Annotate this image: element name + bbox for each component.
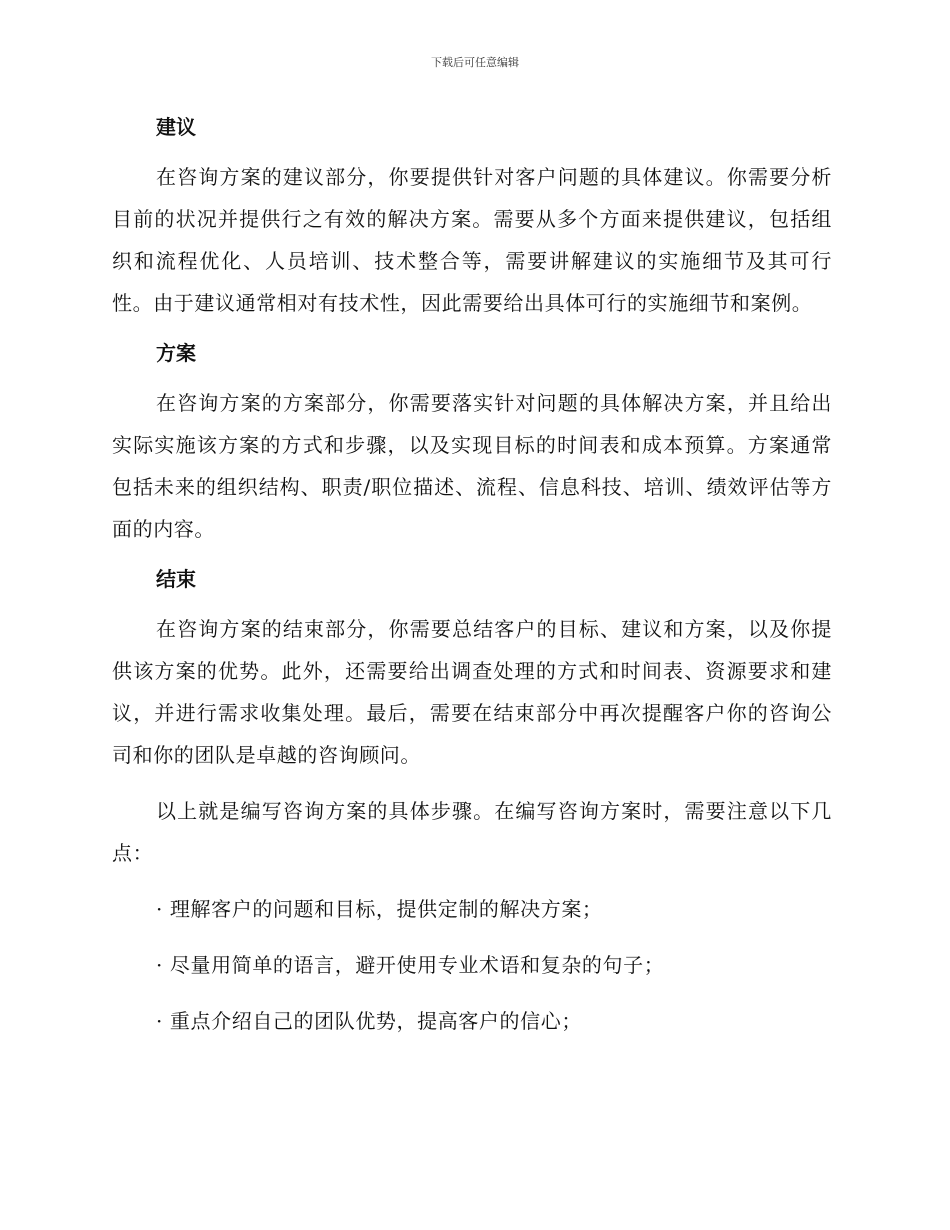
bullet-item: · 理解客户的问题和目标，提供定制的解决方案；: [156, 897, 603, 921]
header-note: 下载后可任意编辑: [431, 56, 519, 69]
section-heading-suggestions: 建议: [156, 115, 196, 139]
bullet-item: · 尽量用简单的语言，避开使用专业术语和复杂的句子；: [156, 953, 665, 977]
section-paragraph-conclusion: 在咨询方案的结束部分，你需要总结客户的目标、建议和方案，以及你提供该方案的优势。此外，还需要给出调查处理的方式和时间表、资源要求和建议，并进行需求收集处理。最后，需要在结束部分中再次提醒客户你的咨询公司和你的团队是卓越的咨询顾问。: [112, 617, 832, 767]
section-paragraph-plan: 在咨询方案的方案部分，你需要落实针对问题的具体解决方案，并且给出实际实施该方案的方式和步骤，以及实现目标的时间表和成本预算。方案通常包括未来的组织结构、职责/职位描述、流程、信息科技、培训、绩效评估等方面的内容。: [112, 391, 832, 541]
summary-intro: 以上就是编写咨询方案的具体步骤。在编写咨询方案时，需要注意以下几点：: [112, 799, 832, 865]
bullet-item: · 重点介绍自己的团队优势，提高客户的信心；: [156, 1009, 582, 1033]
document-body: [112, 112, 832, 1042]
section-paragraph-suggestions: 在咨询方案的建议部分，你要提供针对客户问题的具体建议。你需要分析目前的状况并提供行之有效的解决方案。需要从多个方面来提供建议，包括组织和流程优化、人员培训、技术整合等，需要讲解建议的实施细节及其可行性。由于建议通常相对有技术性，因此需要给出具体可行的实施细节和案例。: [112, 165, 832, 315]
section-heading-conclusion: 结束: [156, 567, 196, 591]
section-heading-plan: 方案: [156, 341, 196, 365]
